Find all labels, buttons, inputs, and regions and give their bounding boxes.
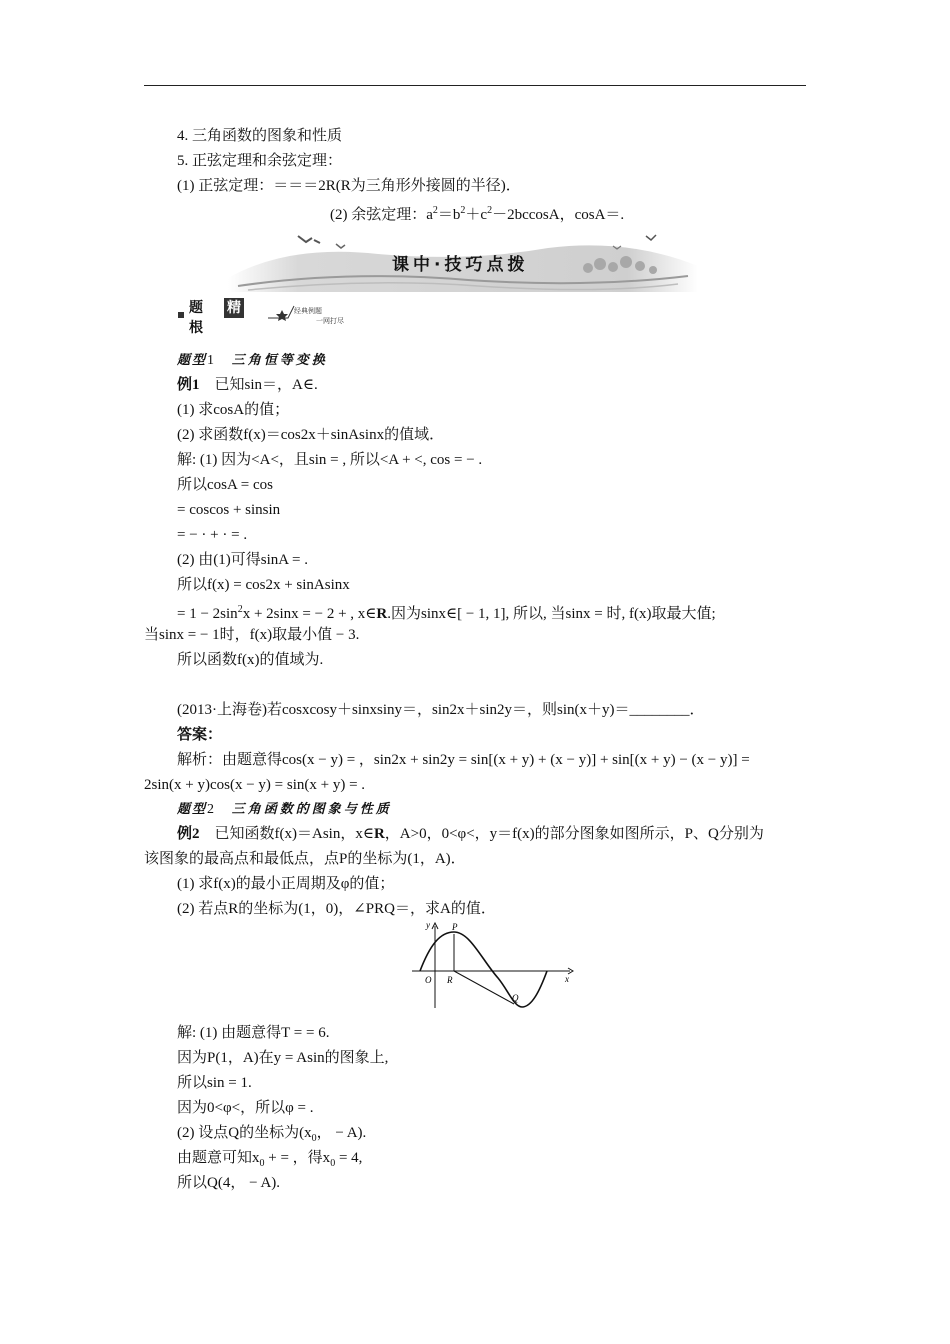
text-seg: 已知函数f(x)＝Asin，x∈ xyxy=(199,826,374,842)
subscript: 0 xyxy=(259,1158,265,1169)
text-line: 因为P(1，A)在y = Asin的图象上, xyxy=(177,1050,389,1066)
banner-title: 课中·技巧点拨 xyxy=(392,255,529,275)
text-line: 所以f(x) = cos2x + sinAsinx xyxy=(177,577,350,593)
function-graph xyxy=(410,920,575,1010)
text-seg: x + 2sinx = − 2 + , x∈ xyxy=(242,606,377,622)
superscript: 2 xyxy=(237,604,243,615)
text-line xyxy=(177,1123,366,1149)
heading-title: 三角恒等变换 xyxy=(231,353,328,368)
q-label: Q xyxy=(512,993,519,1003)
section-heading xyxy=(177,799,392,820)
text-line: 4. 三角函数的图象和性质 xyxy=(177,128,343,144)
text-seg: R xyxy=(376,606,388,622)
heading-number: 2 xyxy=(207,802,215,817)
p-label: P xyxy=(452,922,458,932)
example-line xyxy=(177,824,764,844)
text-line xyxy=(177,1148,362,1174)
text-line: 解析：由题意得cos(x − y) = ，sin2x + sin2y = sin[(x + y) + (x − y)] + sin[(x + y) − (x − y)] = xyxy=(177,752,750,768)
text-line: (1) 求cosA的值； xyxy=(177,402,290,418)
text-line: (2) 若点R的坐标为(1，0)，∠PRQ＝，求A的值． xyxy=(177,901,496,917)
text-seg: ＝b xyxy=(437,207,461,223)
tag-bullet xyxy=(178,312,184,318)
text-line: 所以cosA = cos xyxy=(177,477,273,493)
text-line: 因为0<φ<，所以φ = . xyxy=(177,1100,314,1116)
text-line: (1) 求f(x)的最小正周期及φ的值； xyxy=(177,876,395,892)
text-line: (2013·上海卷)若cosxcosy＋sinxsiny＝，sin2x＋sin2y＝，则sin(x＋y)＝________． xyxy=(177,702,705,718)
text-line: 所以sin = 1. xyxy=(177,1075,252,1091)
tag-note-1: 经典例题 xyxy=(294,307,322,315)
text-line: 解: (1) 由题意得T = = 6. xyxy=(177,1025,330,1041)
text-seg: = 4, xyxy=(335,1150,363,1166)
header-rule xyxy=(144,85,806,86)
text-line: (1) 正弦定理：＝＝＝2R(R为三角形外接圆的半径)． xyxy=(177,178,521,194)
text-line: 5. 正弦定理和余弦定理： xyxy=(177,153,343,169)
origin-label: O xyxy=(425,975,432,985)
superscript: 2 xyxy=(460,205,466,216)
section-heading xyxy=(177,350,328,371)
heading-label: 题型 xyxy=(177,802,208,817)
text-line: 所以Q(4， − A). xyxy=(177,1175,281,1191)
text-line: 答案： xyxy=(177,727,223,743)
text-seg: R xyxy=(373,826,385,842)
text-line: 所以函数f(x)的值域为. xyxy=(177,652,324,668)
tag-label-b: 精选 xyxy=(224,298,244,318)
text-seg: ＋c xyxy=(465,207,488,223)
heading-label: 题型 xyxy=(177,353,208,368)
superscript: 2 xyxy=(487,205,493,216)
example-label: 例1 xyxy=(177,377,200,393)
tag-note-2: 一网打尽 xyxy=(316,317,344,325)
text-line: 解: (1) 因为<A<，且sin = , 所以<A + <, cos = − . xyxy=(177,452,483,468)
text-seg: ，A>0，0<φ<，y＝f(x)的部分图象如图所示，P、Q分别为 xyxy=(384,826,764,842)
example-line xyxy=(177,375,318,395)
tag-label-a: 题根 xyxy=(189,300,203,336)
x-label: x xyxy=(565,974,569,984)
text-line: 2sin(x + y)cos(x − y) = sin(x + y) = . xyxy=(144,777,366,793)
text-seg: 已知sin＝，A∈. xyxy=(199,377,318,393)
text-line: 该图象的最高点和最低点，点P的坐标为(1，A)． xyxy=(144,851,466,867)
superscript: 2 xyxy=(432,205,438,216)
subscript: 0 xyxy=(330,1158,336,1169)
text-line: = − · + · = . xyxy=(177,527,248,543)
text-seg: 由题意可知x xyxy=(177,1150,260,1166)
text-line: (2) 由(1)可得sinA = . xyxy=(177,552,308,568)
sine-curve xyxy=(420,932,547,1007)
text-seg: = 1 − 2sin xyxy=(177,606,238,622)
text-seg: (2) 设点Q的坐标为(x xyxy=(177,1125,312,1141)
example-label: 例2 xyxy=(177,826,200,842)
text-seg: (2) 余弦定理：a xyxy=(330,207,433,223)
text-seg: + = ，得x xyxy=(264,1150,331,1166)
y-label: y xyxy=(426,920,430,930)
text-line: (2) 求函数f(x)＝cos2x＋sinAsinx的值域． xyxy=(177,427,445,443)
text-line xyxy=(177,600,716,624)
text-seg: ， − A). xyxy=(316,1125,367,1141)
heading-title: 三角函数的图象与性质 xyxy=(231,802,392,817)
subscript: 0 xyxy=(311,1133,317,1144)
heading-number: 1 xyxy=(207,353,215,368)
r-label: R xyxy=(447,975,453,985)
text-line: = coscos + sinsin xyxy=(177,502,281,518)
text-seg: －2bccosA，cosA＝. xyxy=(492,207,625,223)
text-line xyxy=(330,201,624,225)
text-line: 当sinx = − 1时，f(x)取最小值 − 3. xyxy=(144,627,360,643)
text-seg: .因为sinx∈[ − 1, 1], 所以, 当sinx = 时, f(x)取最大值; xyxy=(387,606,716,622)
